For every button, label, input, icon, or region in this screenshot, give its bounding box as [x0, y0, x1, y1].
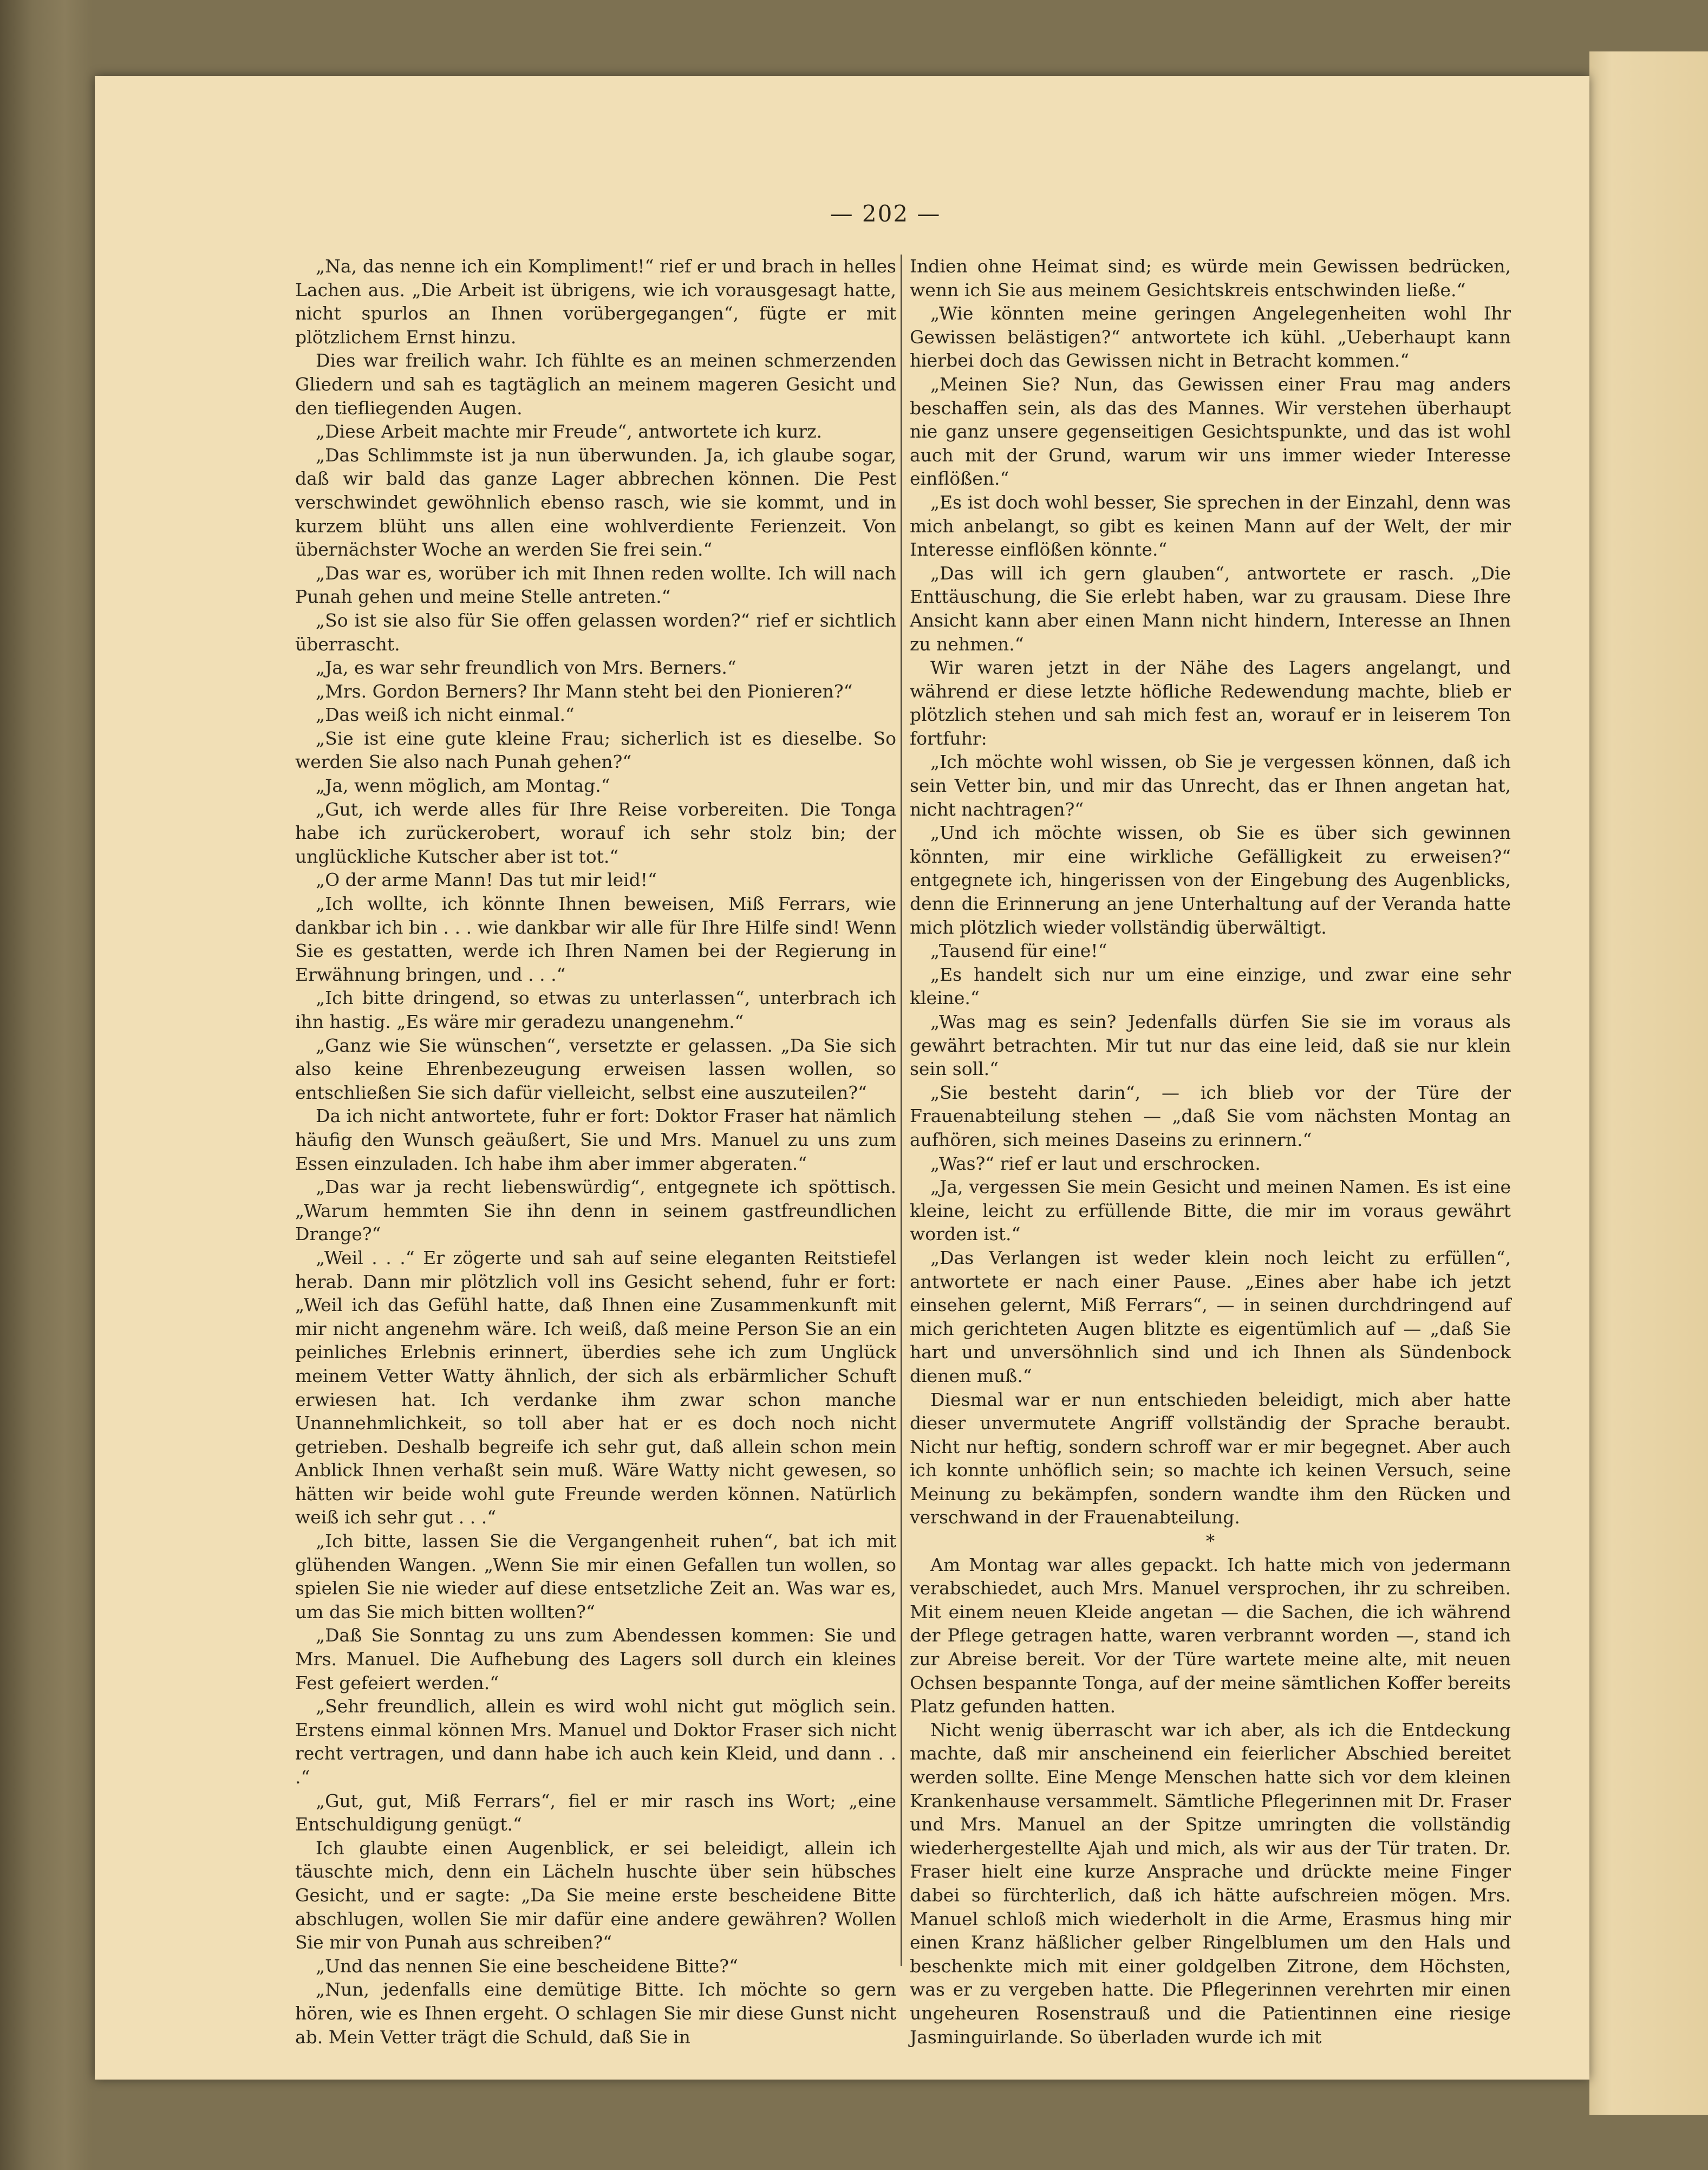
paragraph: „Was mag es sein? Jedenfalls dürfen Sie sie im voraus als gewährt betrachten. Mir tut nur das eine leid, daß sie nur klein sein soll.“ [910, 1011, 1511, 1080]
section-separator: * [1205, 1530, 1215, 1552]
column-divider [901, 255, 902, 1966]
paragraph: Dies war freilich wahr. Ich fühlte es an meinen schmerzenden Gliedern und sah es tagtäglich an meinem mageren Gesicht und den tiefliegenden Augen. [295, 350, 896, 419]
paragraph: Da ich nicht antwortete, fuhr er fort: Doktor Fraser hat nämlich häufig den Wunsch geäußert, Sie und Mrs. Manuel zu uns zum Essen einzuladen. Ich habe ihm aber immer abgeraten.“ [295, 1105, 896, 1174]
paragraph: Wir waren jetzt in der Nähe des Lagers angelangt, und während er diese letzte höfliche Redewendung machte, blieb er plötzlich stehen und sah mich fest an, worauf er in leiserem Ton fortfuhr: [910, 657, 1511, 749]
paragraph: „Das will ich gern glauben“, antwortete er rasch. „Die Enttäuschung, die Sie erlebt haben, war zu grausam. Diese Ihre Ansicht kann aber einen Mann nicht hindern, Interesse an Ihnen zu nehmen.“ [910, 562, 1511, 655]
paragraph: „Ja, vergessen Sie mein Gesicht und meinen Namen. Es ist eine kleine, leicht zu erfüllende Bitte, die mir im voraus gewährt worden ist.“ [910, 1176, 1511, 1245]
paragraph: „Nun, jedenfalls eine demütige Bitte. Ich möchte so gern hören, wie es Ihnen ergeht. O schlagen Sie mir diese Gunst nicht ab. Mein Vetter trägt die Schuld, daß Sie in [295, 1979, 896, 2048]
paragraph: „Gut, ich werde alles für Ihre Reise vorbereiten. Die Tonga habe ich zurückerobert, worauf ich sehr stolz bin; der unglückliche Kutscher aber ist tot.“ [295, 798, 896, 867]
paragraph: „Ganz wie Sie wünschen“, versetzte er gelassen. „Da Sie sich also keine Ehrenbezeugung erweisen lassen wollen, so entschließen Sie sich dafür vielleicht, selbst eine auszuteilen?“ [295, 1034, 896, 1103]
paragraph: „Weil . . .“ Er zögerte und sah auf seine eleganten Reitstiefel herab. Dann mir plötzlich voll ins Gesicht sehend, fuhr er fort: „Weil ich das Gefühl hatte, daß Ihnen eine Zusammenkunft mit mir nicht angenehm wäre. Ich weiß, daß meine Person Sie an ein peinliches Erlebnis erinnert, überdies sehe ich zum Unglück meinem Vetter Watty ähnlich, der sich als erbärmlicher Schuft erwiesen hat. Ich verdanke ihm zwar schon manche Unannehmlichkeit, so toll aber hat er es doch noch nicht getrieben. Deshalb begreife ich sehr gut, daß allein schon mein Anblick Ihnen verhaßt sein muß. Wäre Watty nicht gewesen, so hätten wir beide wohl gute Freunde werden können. Natürlich weiß ich sehr gut . . .“ [295, 1247, 896, 1528]
paragraph: „Und das nennen Sie eine bescheidene Bitte?“ [316, 1955, 738, 1977]
paragraph: „Meinen Sie? Nun, das Gewissen einer Frau mag anders beschaffen sein, als das des Mannes. Wir verstehen überhaupt nie ganz unsere gegenseitigen Gesichtspunkte, und das ist wohl auch mit der Grund, warum wir uns immer wieder Interesse einflößen.“ [910, 373, 1511, 490]
paragraph: „Das war ja recht liebenswürdig“, entgegnete ich spöttisch. „Warum hemmten Sie ihn denn in seinem gastfreundlichen Drange?“ [295, 1176, 896, 1245]
paragraph: „Das Verlangen ist weder klein noch leicht zu erfüllen“, antwortete er nach einer Pause. „Eines aber habe ich jetzt einsehen gelernt, Miß Ferrars“, — in seinen durchdringend auf mich gerichteten Augen blitzte es eigentümlich auf — „daß Sie hart und unversöhnlich sind und ich Ihnen als Sündenbock dienen muß.“ [910, 1247, 1511, 1386]
left-text-column [295, 255, 896, 2049]
paragraph: „Ich bitte dringend, so etwas zu unterlassen“, unterbrach ich ihn hastig. „Es wäre mir geradezu unangenehm.“ [295, 987, 896, 1032]
paragraph: „Es handelt sich nur um eine einzige, und zwar eine sehr kleine.“ [910, 963, 1511, 1009]
paragraph: „Das Schlimmste ist ja nun überwunden. Ja, ich glaube sogar, daß wir bald das ganze Lager abbrechen können. Die Pest verschwindet gewöhnlich ebenso rasch, wie sie kommt, und in kurzem blüht uns allen eine wohlverdiente Ferienzeit. Von übernächster Woche an werden Sie frei sein.“ [295, 444, 896, 561]
paragraph: „Sie besteht darin“, — ich blieb vor der Türe der Frauenabteilung stehen — „daß Sie vom nächsten Montag an aufhören, sich meines Daseins zu erinnern.“ [910, 1081, 1511, 1150]
paragraph: „Was?“ rief er laut und erschrocken. [930, 1152, 1261, 1174]
page-number: — 202 — [830, 200, 941, 227]
paragraph: „Das weiß ich nicht einmal.“ [316, 704, 575, 726]
paragraph: Indien ohne Heimat sind; es würde mein Gewissen bedrücken, wenn ich Sie aus meinem Gesichtskreis entschwinden ließe.“ [910, 256, 1511, 301]
right-text-column [910, 255, 1511, 2049]
paragraph: „Diese Arbeit machte mir Freude“, antwortete ich kurz. [316, 421, 823, 442]
paragraph: Nicht wenig überrascht war ich aber, als ich die Entdeckung machte, daß mir anscheinend ein feierlicher Abschied bereitet werden sollte. Eine Menge Menschen hatte sich vor dem kleinen Krankenhause versammelt. Sämtliche Pflegerinnen mit Dr. Fraser und Mrs. Manuel an der Spitze umringten die vollständig wiederhergestellte Ajah und mich, als wir aus der Tür traten. Dr. Fraser hielt eine kurze Ansprache und drückte meine Finger dabei so fürchterlich, daß ich hätte aufschreien mögen. Mrs. Manuel schloß mich wiederholt in die Arme, Erasmus hing mir einen Kranz häßlicher gelber Ringelblumen um den Hals und beschenkte mich mit einer goldgelben Zitrone, dem Höchsten, was er zu vergeben hatte. Die Pflegerinnen verehrten mir einen ungeheuren Rosenstrauß und die Patientinnen eine riesige Jasminguirlande. So überladen wurde ich mit [910, 1719, 1511, 2048]
paragraph: „Ja, wenn möglich, am Montag.“ [316, 775, 610, 797]
paragraph: „So ist sie also für Sie offen gelassen worden?“ rief er sichtlich überrascht. [295, 609, 896, 655]
paragraph: „Ich wollte, ich könnte Ihnen beweisen, Miß Ferrars, wie dankbar ich bin . . . wie dankbar wir alle für Ihre Hilfe sind! Wenn Sie es gestatten, werde ich Ihren Namen bei der Regierung in Erwähnung bringen, und . . .“ [295, 893, 896, 985]
paragraph: „Wie könnten meine geringen Angelegenheiten wohl Ihr Gewissen belästigen?“ antwortete ich kühl. „Ueberhaupt kann hierbei doch das Gewissen nicht in Betracht kommen.“ [910, 303, 1511, 372]
facing-page-edge [1589, 51, 1708, 2115]
paragraph: „O der arme Mann! Das tut mir leid!“ [316, 869, 657, 891]
paragraph: „Ich möchte wohl wissen, ob Sie je vergessen können, daß ich sein Vetter bin, und mir das Unrecht, das er Ihnen angetan hat, nicht nachtragen?“ [910, 751, 1511, 820]
paragraph: „Sie ist eine gute kleine Frau; sicherlich ist es dieselbe. So werden Sie also nach Punah gehen?“ [295, 727, 896, 773]
paragraph: „Mrs. Gordon Berners? Ihr Mann steht bei den Pionieren?“ [316, 680, 853, 702]
paragraph: „Tausend für eine!“ [930, 940, 1107, 962]
paragraph: „Daß Sie Sonntag zu uns zum Abendessen kommen: Sie und Mrs. Manuel. Die Aufhebung des Lagers soll durch ein kleines Fest gefeiert werden.“ [295, 1625, 896, 1693]
paragraph: „Und ich möchte wissen, ob Sie es über sich gewinnen könnten, mir eine wirkliche Gefälligkeit zu erweisen?“ entgegnete ich, hingerissen von der Eingebung des Augenblicks, denn die Erinnerung an jene Unterhaltung auf der Veranda hatte mich plötzlich wieder vollständig überwältigt. [910, 822, 1511, 938]
paragraph: Ich glaubte einen Augenblick, er sei beleidigt, allein ich täuschte mich, denn ein Lächeln huschte über sein hübsches Gesicht, und er sagte: „Da Sie meine erste bescheidene Bitte abschlugen, wollen Sie mir dafür eine andere gewähren? Wollen Sie mir von Punah aus schreiben?“ [295, 1837, 896, 1953]
paragraph: Diesmal war er nun entschieden beleidigt, mich aber hatte dieser unvermutete Angriff vollständig der Sprache beraubt. Nicht nur heftig, sondern schroff war er mir begegnet. Aber auch ich konnte unhöflich sein; so machte ich keinen Versuch, seine Meinung zu bekämpfen, sondern wandte ihm den Rücken und verschwand in der Frauenabteilung. [910, 1389, 1511, 1528]
paragraph: „Das war es, worüber ich mit Ihnen reden wollte. Ich will nach Punah gehen und meine Stelle antreten.“ [295, 562, 896, 608]
paragraph: „Na, das nenne ich ein Kompliment!“ rief er und brach in helles Lachen aus. „Die Arbeit ist übrigens, wie ich vorausgesagt hatte, nicht spurlos an Ihnen vorübergegangen“, fügte er mit plötzlichem Ernst hinzu. [295, 256, 896, 348]
paragraph: „Ich bitte, lassen Sie die Vergangenheit ruhen“, bat ich mit glühenden Wangen. „Wenn Sie mir einen Gefallen tun wollen, so spielen Sie nie wieder auf diese entsetzliche Zeit an. Was war es, um das Sie mich bitten wollten?“ [295, 1530, 896, 1622]
paragraph: „Gut, gut, Miß Ferrars“, fiel er mir rasch ins Wort; „eine Entschuldigung genügt.“ [295, 1790, 896, 1835]
paragraph: „Sehr freundlich, allein es wird wohl nicht gut möglich sein. Erstens einmal können Mrs. Manuel und Doktor Fraser sich nicht recht vertragen, und dann habe ich auch kein Kleid, und dann . . .“ [295, 1696, 896, 1788]
paragraph: „Ja, es war sehr freundlich von Mrs. Berners.“ [316, 657, 736, 679]
paragraph: „Es ist doch wohl besser, Sie sprechen in der Einzahl, denn was mich anbelangt, so gibt es keinen Mann auf der Welt, der mir Interesse einflößen könnte.“ [910, 491, 1511, 561]
paragraph: Am Montag war alles gepackt. Ich hatte mich von jedermann verabschiedet, auch Mrs. Manuel versprochen, ihr zu schreiben. Mit einem neuen Kleide angetan — die Sachen, die ich während der Pflege getragen hatte, waren verbrannt worden —, stand ich zur Abreise bereit. Vor der Türe wartete meine alte, mit neuen Ochsen bespannte Tonga, auf der meine sämtlichen Koffer bereits Platz gefunden hatten. [910, 1554, 1511, 1717]
